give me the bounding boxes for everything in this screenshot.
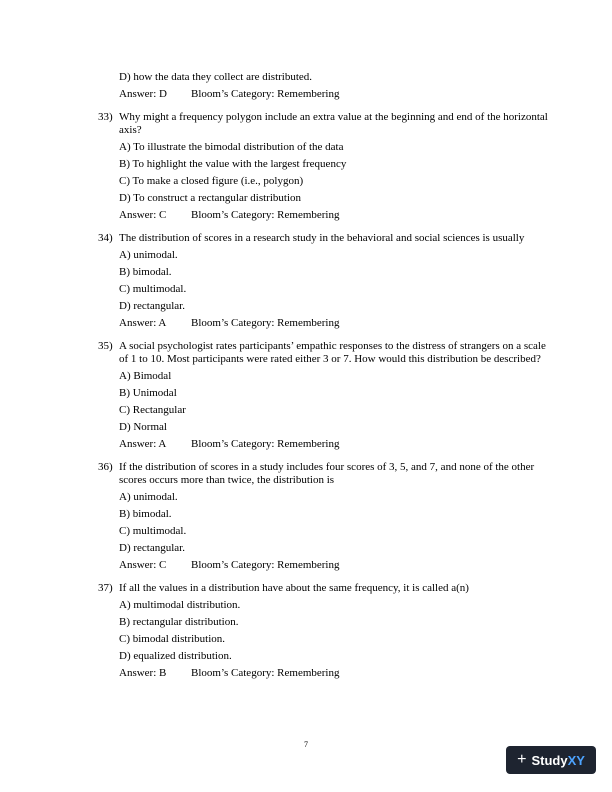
brand-suffix: XY [567,752,585,768]
answer-line [119,437,548,451]
answer-label: Answer: B [119,667,167,679]
bloom-category: Bloom’s Category: Remembering [191,88,340,100]
bloom-category: Bloom’s Category: Remembering [191,667,340,679]
answer-line [119,666,548,680]
bloom-category: Bloom’s Category: Remembering [191,317,340,329]
question-number: 33) [98,111,113,123]
document-body [98,70,548,680]
question-number: 34) [98,232,113,244]
question-text: A social psychologist rates participants’ empathic responses to the distress of strangers on a scale of 1 to 10. Most participants were rated either 3 or 7. How would this distribution be described? [119,340,546,365]
question-block [98,461,548,572]
answer-label: Answer: C [119,209,167,221]
answer-option: C) To make a closed figure (i.e., polygon) [119,175,304,187]
answer-option: B) To highlight the value with the largest frequency [119,158,347,170]
answer-option: D) rectangular. [119,300,185,312]
question-block [98,582,548,680]
bloom-category: Bloom’s Category: Remembering [191,209,340,221]
answer-line [119,208,548,222]
answer-option: D) Normal [119,421,167,433]
question-text: If all the values in a distribution have about the same frequency, it is called a(n) [119,582,469,594]
answer-option: C) multimodal. [119,283,187,295]
answer-option: B) bimodal. [119,508,172,520]
answer-option: A) To illustrate the bimodal distribution of the data [119,141,344,153]
question-block [98,232,548,330]
question-block [98,111,548,222]
answer-line [119,558,548,572]
answer-label: Answer: A [119,317,167,329]
question-number: 37) [98,582,113,594]
question-stem [98,111,548,137]
bloom-category: Bloom’s Category: Remembering [191,559,340,571]
answer-line [119,316,548,330]
answer-option: C) bimodal distribution. [119,633,226,645]
answer-option: A) multimodal distribution. [119,599,241,611]
brand-prefix: Study [531,752,568,768]
answer-option: C) multimodal. [119,525,187,537]
answer-label: Answer: A [119,438,167,450]
question-stem [98,461,548,487]
answer-option: A) unimodal. [119,491,178,503]
answer-option: B) Unimodal [119,387,177,399]
question-text: The distribution of scores in a research study in the behavioral and social sciences is usually [119,232,525,244]
studyxy-badge[interactable] [506,746,596,774]
plus-icon: + [517,751,527,768]
answer-option: B) bimodal. [119,266,172,278]
answer-option: C) Rectangular [119,404,186,416]
answer-option: D) To construct a rectangular distribution [119,192,302,204]
question-text: If the distribution of scores in a study includes four scores of 3, 5, and 7, and none of the other scores occurs more than twice, the distribution is [119,461,535,486]
question-block [98,340,548,451]
answer-option: B) rectangular distribution. [119,616,239,628]
question-list [98,111,548,680]
bloom-category: Bloom’s Category: Remembering [191,438,340,450]
answer-option: A) unimodal. [119,249,178,261]
answer-option: D) rectangular. [119,542,185,554]
preceding-answer [119,87,548,101]
answer-label: Answer: D [119,88,167,100]
answer-option: D) equalized distribution. [119,650,232,662]
question-number: 35) [98,340,113,352]
question-stem [98,582,548,595]
answer-option: A) Bimodal [119,370,172,382]
preceding-option: D) how the data they collect are distributed. [119,71,313,83]
question-number: 36) [98,461,113,473]
question-text: Why might a frequency polygon include an extra value at the beginning and end of the horizontal axis? [119,111,548,136]
question-stem [98,340,548,366]
page-number: 7 [304,740,308,749]
question-stem [98,232,548,245]
answer-label: Answer: C [119,559,167,571]
